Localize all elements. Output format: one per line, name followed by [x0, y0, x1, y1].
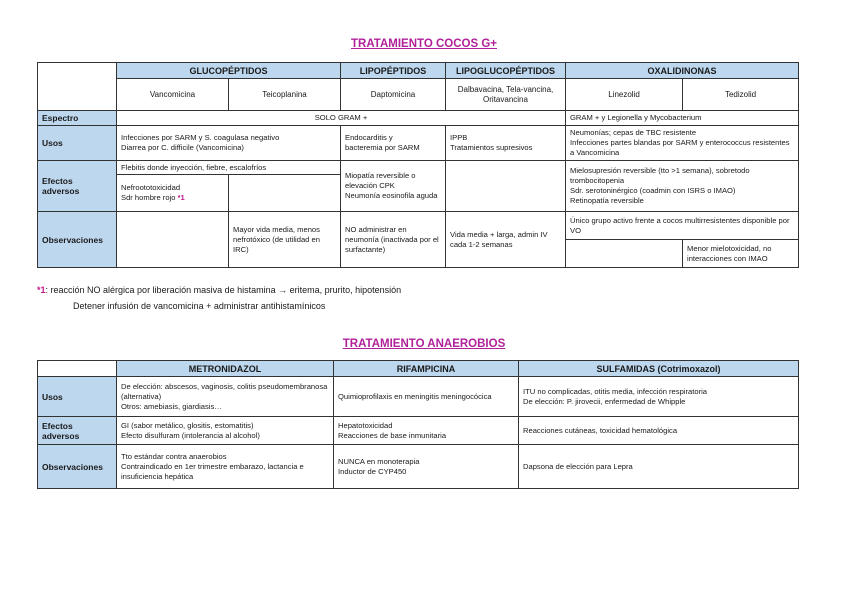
drug-teicoplanina: Teicoplanina: [229, 79, 341, 111]
group-oxalidinonas: OXALIDINONAS: [566, 63, 799, 79]
usos-lipoglucopeptidos: IPPB Tratamientos supresivos: [446, 126, 566, 161]
col-rifampicina: RIFAMPICINA: [334, 361, 519, 377]
usos-oxalidinonas: Neumonías; cepas de TBC resistente Infecciones partes blandas por SARM y enterococcus resistentes a Vancomicina: [566, 126, 799, 161]
efectos-teicoplanina: [229, 175, 341, 212]
efectos-metronidazol: GI (sabor metálico, glositis, estomatitis) Efecto disulfuram (intolerancia al alcohol): [117, 417, 334, 445]
efectos-rifampicina: Hepatotoxicidad Reacciones de base inmunitaria: [334, 417, 519, 445]
usos-metronidazol: De elección: abscesos, vaginosis, colitis pseudomembranosa (alternativa) Otros: amebiasis, giardiasis…: [117, 377, 334, 417]
efectos-daptomicina: Miopatía reversible o elevación CPK Neumonía eosinofila aguda: [341, 161, 446, 212]
efectos-oxalidinonas: Mielosupresión reversible (tto >1 semana), sobretodo trombocitopenia Sdr. serotoninérgico (coadmin con ISRS o IMAO) Retinopatía reversible: [566, 161, 799, 212]
col-metronidazol: METRONIDAZOL: [117, 361, 334, 377]
col-sulfamidas: SULFAMIDAS (Cotrimoxazol): [519, 361, 799, 377]
obs-linezolid: [566, 240, 683, 268]
footnote-line-1: *1: reacción NO alérgica por liberación masiva de histamina → eritema, prurito, hipotensión: [37, 285, 402, 295]
usos-daptomicina: Endocarditis y bacteremia por SARM: [341, 126, 446, 161]
group-lipopeptidos: LIPOPÉPTIDOS: [341, 63, 446, 79]
obs-teicoplanina: Mayor vida media, menos nefrotóxico (de utilidad en IRC): [229, 212, 341, 268]
espectro-gram-positive: SOLO GRAM +: [117, 111, 566, 126]
title-anaerobios: TRATAMIENTO ANAEROBIOS: [342, 338, 506, 350]
obs-vancomicina: [117, 212, 229, 268]
espectro-oxalidinonas: GRAM + y Legionella y Mycobacterium: [566, 111, 799, 126]
drug-dalbavacina: Dalbavacina, Tela-vancina, Oritavancina: [446, 79, 566, 111]
row-label-observaciones: Observaciones: [38, 212, 117, 268]
obs-sulfamidas: Dapsona de elección para Lepra: [519, 445, 799, 489]
usos-rifampicina: Quimioprofilaxis en meningitis meningocócica: [334, 377, 519, 417]
footnote-mark: *1: [37, 285, 46, 295]
efectos-glucopeptidos-common: Flebitis donde inyección, fiebre, escalofríos: [117, 161, 341, 175]
obs-metronidazol: Tto estándar contra anaerobios Contraindicado en 1er trimestre embarazo, lactancia e insuficiencia hepática: [117, 445, 334, 489]
drug-linezolid: Linezolid: [566, 79, 683, 111]
row-label-espectro: Espectro: [38, 111, 117, 126]
row-label-usos: Usos: [38, 126, 117, 161]
usos-sulfamidas: ITU no complicadas, otitis media, infección respiratoria De elección: P. jirovecii, enfermedad de Whipple: [519, 377, 799, 417]
footnote-ref-mark: *1: [177, 193, 185, 202]
efectos-lipoglucopeptidos: [446, 161, 566, 212]
efectos-sulfamidas: Reacciones cutáneas, toxicidad hematológica: [519, 417, 799, 445]
obs-rifampicina: NUNCA en monoterapia Inductor de CYP450: [334, 445, 519, 489]
obs-daptomicina: NO administrar en neumonía (inactivada por el surfactante): [341, 212, 446, 268]
title-cocos: TRATAMIENTO COCOS G+: [351, 38, 497, 50]
drug-daptomicina: Daptomicina: [341, 79, 446, 111]
table-cocos: [37, 62, 799, 268]
corner-cell-2: [38, 361, 117, 377]
corner-cell: [38, 63, 117, 111]
row-label-efectos-2: Efectos adversos: [38, 417, 117, 445]
efectos-vancomicina: Nefroototoxicidad Sdr hombre rojo *1: [117, 175, 229, 212]
obs-tedizolid: Menor mielotoxicidad, no interacciones con IMAO: [683, 240, 799, 268]
row-label-efectos: Efectos adversos: [38, 161, 117, 212]
drug-tedizolid: Tedizolid: [683, 79, 799, 111]
group-glucopeptidos: GLUCOPÉPTIDOS: [117, 63, 341, 79]
table-anaerobios: [37, 360, 799, 489]
group-lipoglucopeptidos: LIPOGLUCOPÉPTIDOS: [446, 63, 566, 79]
obs-lipoglucopeptidos: Vida media + larga, admin IV cada 1-2 semanas: [446, 212, 566, 268]
footnote-line-2: Detener infusión de vancomicina + administrar antihistamínicos: [73, 301, 326, 311]
row-label-usos-2: Usos: [38, 377, 117, 417]
drug-vancomicina: Vancomicina: [117, 79, 229, 111]
obs-oxalidinonas: Único grupo activo frente a cocos multirresistentes disponible por VO: [566, 212, 799, 240]
usos-glucopeptidos: Infecciones por SARM y S. coagulasa negativo Diarrea por C. difficile (Vancomicina): [117, 126, 341, 161]
row-label-observaciones-2: Observaciones: [38, 445, 117, 489]
